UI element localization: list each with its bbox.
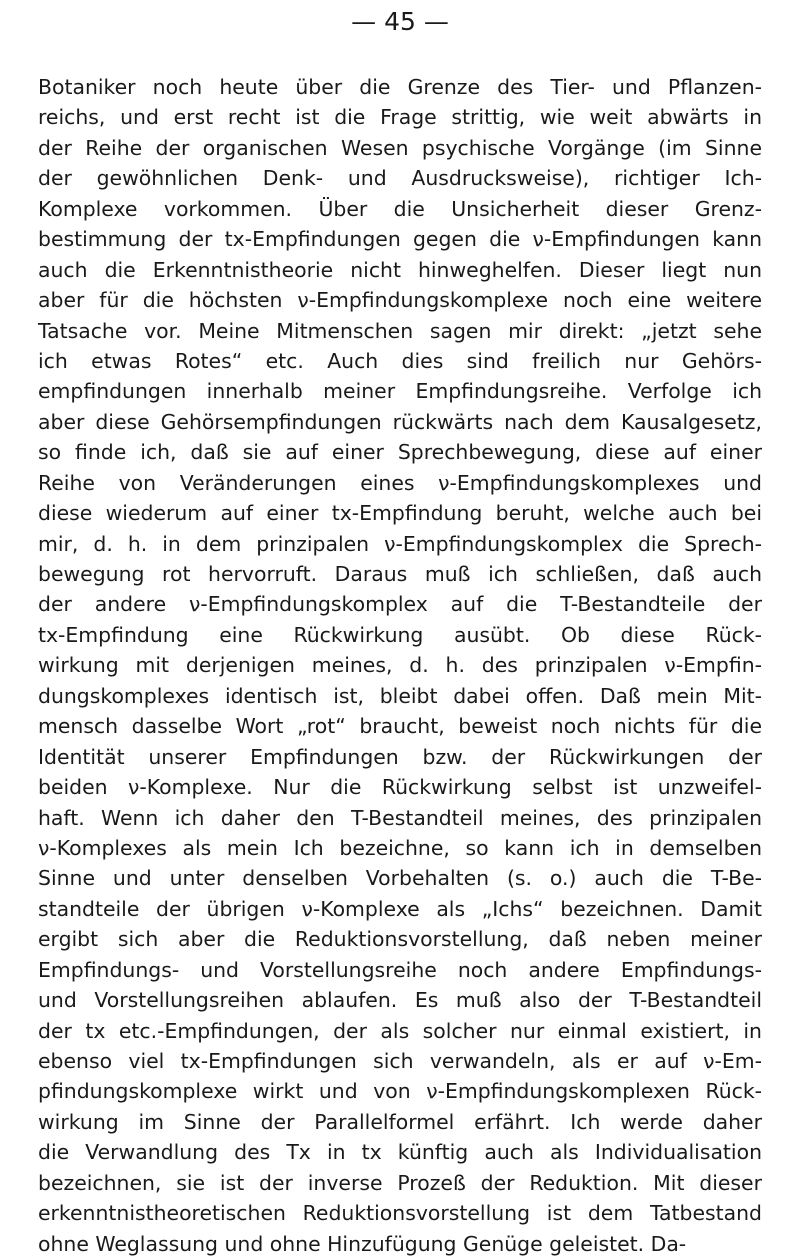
- text-line: ergibt sich aber die Reduktionsvorstellung, daß neben meiner: [38, 927, 762, 952]
- text-line: aber diese Gehörsempfindungen rückwärts nach dem Kausalgesetz,: [38, 409, 762, 434]
- text-line: Identität unserer Empfindungen bzw. der Rückwirkungen der: [38, 744, 762, 769]
- text-line: mir, d. h. in dem prinzipalen ν-Empfindungskomplex die Sprech-: [38, 531, 762, 556]
- text-line: wirkung im Sinne der Parallelformel erfährt. Ich werde daher: [38, 1109, 762, 1134]
- text-line: und Vorstellungsreihen ablaufen. Es muß also der T-Bestandteil: [38, 988, 762, 1013]
- text-line: tx-Empfindung eine Rückwirkung ausübt. Ob diese Rück-: [38, 622, 762, 647]
- page-number: — 45 —: [351, 7, 449, 36]
- text-line: Empfindungs- und Vorstellungsreihe noch andere Empfindungs-: [38, 957, 762, 982]
- text-line: der Reihe der organischen Wesen psychische Vorgänge (im Sinne: [38, 135, 762, 160]
- text-line: der andere ν-Empfindungskomplex auf die T-Bestandteile der: [38, 592, 762, 617]
- text-line: diese wiederum auf einer tx-Empfindung beruht, welche auch bei: [38, 501, 762, 526]
- text-line: ohne Weglassung und ohne Hinzufügung Genüge geleistet. Da-: [38, 1231, 687, 1256]
- text-line: bestimmung der tx-Empfindungen gegen die ν-Empfindungen kann: [38, 227, 762, 252]
- text-line: der tx etc.-Empfindungen, der als solcher nur einmal existiert, in: [38, 1018, 762, 1043]
- text-line: beiden ν-Komplexe. Nur die Rückwirkung selbst ist unzweifel-: [38, 775, 762, 800]
- text-line: ebenso viel tx-Empfindungen sich verwandeln, als er auf ν-Em-: [38, 1049, 762, 1073]
- text-line: aber für die höchsten ν-Empfindungskomplexe noch eine weitere: [38, 288, 762, 313]
- text-line: Sinne und unter denselben Vorbehalten (s. o.) auch die T-Be-: [38, 866, 762, 891]
- text-line: bezeichnen, sie ist der inverse Prozeß der Reduktion. Mit dieser: [38, 1170, 762, 1195]
- text-line: reichs, und erst recht ist die Frage strittig, wie weit abwärts in: [38, 105, 762, 130]
- text-line: ich etwas Rotes“ etc. Auch dies sind freilich nur Gehörs-: [38, 348, 762, 373]
- text-line: Reihe von Veränderungen eines ν-Empfindungskomplexes und: [38, 470, 762, 495]
- text-line: Botaniker noch heute über die Grenze des Tier- und Pflanzen-: [38, 75, 762, 99]
- text-line: wirkung mit derjenigen meines, d. h. des prinzipalen ν-Empfin-: [38, 653, 762, 678]
- text-line: dungskomplexes identisch ist, bleibt dabei offen. Daß mein Mit-: [38, 683, 762, 708]
- text-line: bewegung rot hervorruft. Daraus muß ich schließen, daß auch: [38, 562, 762, 586]
- text-line: ν-Komplexes als mein Ich bezeichne, so kann ich in demselben: [38, 835, 762, 860]
- text-line: pfindungskomplexe wirkt und von ν-Empfindungskomplexen Rück-: [38, 1079, 762, 1104]
- text-line: die Verwandlung des Tx in tx künftig auch als Individualisation: [38, 1140, 762, 1165]
- text-line: Komplexe vorkommen. Über die Unsicherheit dieser Grenz-: [38, 196, 762, 221]
- text-line: standteile der übrigen ν-Komplexe als „Ichs“ bezeichnen. Damit: [38, 896, 762, 921]
- text-line: auch die Erkenntnistheorie nicht hinweghelfen. Dieser liegt nun: [38, 257, 762, 282]
- text-line: haft. Wenn ich daher den T-Bestandteil meines, des prinzipalen: [38, 805, 762, 830]
- text-line: empfindungen innerhalb meiner Empfindungsreihe. Verfolge ich: [38, 379, 762, 404]
- text-line: der gewöhnlichen Denk- und Ausdrucksweise), richtiger Ich-: [38, 166, 762, 191]
- body-text: [38, 72, 762, 1259]
- text-line: mensch dasselbe Wort „rot“ braucht, beweist noch nichts für die: [38, 714, 762, 739]
- text-line: so finde ich, daß sie auf einer Sprechbewegung, diese auf einer: [38, 440, 762, 465]
- text-line: erkenntnistheoretischen Reduktionsvorstellung ist dem Tatbestand: [38, 1201, 762, 1226]
- text-line: Tatsache vor. Meine Mitmenschen sagen mir direkt: „jetzt sehe: [38, 318, 762, 343]
